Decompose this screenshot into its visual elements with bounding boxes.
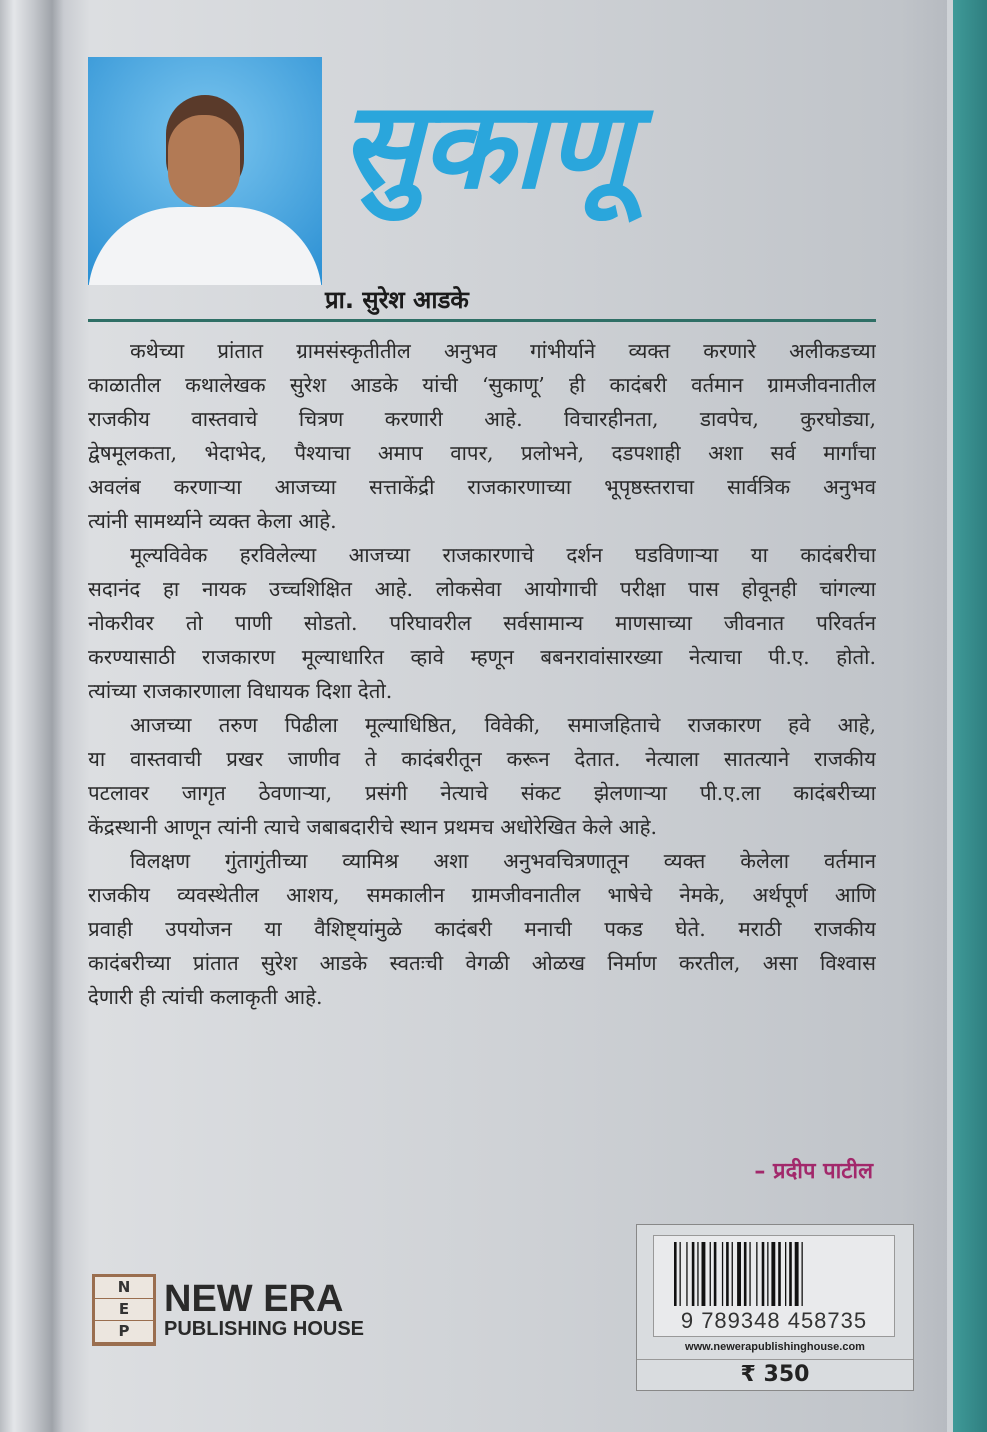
- barcode-bar: [749, 1242, 750, 1306]
- barcode-bar: [710, 1242, 711, 1306]
- publisher-logo: [92, 1274, 364, 1346]
- reviewer-signature: – प्रदीप पाटील: [754, 1159, 873, 1184]
- barcode-bar: [674, 1242, 677, 1306]
- author-name: प्रा. सुरेश आडके: [325, 286, 469, 314]
- blurb-line: काळातील कथालेखक सुरेश आडके यांची ‘सुकाणू’ ही कादंबरी वर्तमान ग्रामजीवनातील: [88, 373, 876, 397]
- barcode-bar: [692, 1242, 695, 1306]
- blurb-line: केंद्रस्थानी आणून त्यांनी त्याचे जबाबदारीचे स्थान प्रथमच अधोरेखित केले आहे.: [88, 815, 658, 839]
- barcode-bar: [771, 1242, 775, 1306]
- barcode-box: [636, 1224, 914, 1391]
- blurb-line: मूल्यविवेक हरविलेल्या आजच्या राजकारणाचे दर्शन घडविणाऱ्या या कादंबरीचा: [130, 543, 876, 567]
- blurb-line: नोकरीवर तो पाणी सोडतो. परिघावरील सर्वसामान्य माणसाच्या जीवनात परिवर्तन: [88, 611, 876, 635]
- barcode-bar: [785, 1242, 786, 1306]
- barcode-bar: [722, 1242, 723, 1306]
- barcode-bar: [732, 1242, 733, 1306]
- cover-edge-highlight: [947, 0, 953, 1432]
- barcode-bar: [726, 1242, 729, 1306]
- blurb-text: [88, 334, 876, 1014]
- price: ₹ 350: [637, 1359, 913, 1390]
- barcode-icon: [674, 1242, 874, 1306]
- book-title: सुकाणू: [340, 75, 632, 216]
- barcode-bar: [762, 1242, 765, 1306]
- barcode-bar: [795, 1242, 799, 1306]
- barcode-bar: [744, 1242, 747, 1306]
- blurb-line: पटलावर जागृत ठेवणाऱ्या, प्रसंगी नेत्याचे संकट झेलणाऱ्या पी.ए.ला कादंबरीच्या: [88, 781, 876, 805]
- blurb-line: राजकीय व्यवस्थेतील आशय, समकालीन ग्रामजीवनातील भाषेचे नेमके, अर्थपूर्ण आणि: [88, 883, 876, 907]
- blurb-line: करण्यासाठी राजकारण मूल्याधारित व्हावे म्हणून बबनरावांसारख्या नेत्याचा पी.ए. होतो.: [88, 645, 876, 669]
- blurb-line: आजच्या तरुण पिढीला मूल्याधिष्ठित, विवेकी, समाजहिताचे राजकारण हवे आहे,: [130, 713, 876, 737]
- blurb-line: त्यांनी सामर्थ्याने व्यक्त केला आहे.: [88, 509, 337, 533]
- divider: [88, 319, 876, 322]
- barcode-bar: [778, 1242, 781, 1306]
- blurb-line: विलक्षण गुंतागुंतीच्या व्यामिश्र अशा अनुभवचित्रणातून व्यक्त केलेला वर्तमान: [130, 849, 876, 873]
- barcode-bar: [697, 1242, 698, 1306]
- barcode-bar: [767, 1242, 768, 1306]
- isbn-number: 9 789348 458735: [680, 1308, 868, 1333]
- publisher-subname: PUBLISHING HOUSE: [164, 1317, 365, 1340]
- nep-logo-icon: [92, 1274, 156, 1346]
- barcode-bar: [802, 1242, 803, 1306]
- blurb-line: सदानंद हा नायक उच्चशिक्षित आहे. लोकसेवा आयोगाची परीक्षा पास होवूनही चांगल्या: [88, 577, 876, 601]
- barcode-bar: [702, 1242, 706, 1306]
- barcode-bar: [737, 1242, 741, 1306]
- blurb-line: देणारी ही त्यांची कलाकृती आहे.: [88, 985, 323, 1009]
- logo-letter: E: [95, 1299, 153, 1321]
- barcode-bar: [789, 1242, 792, 1306]
- logo-letter: P: [95, 1321, 153, 1343]
- blurb-line: कथेच्या प्रांतात ग्रामसंस्कृतीतील अनुभव गांभीर्याने व्यक्त करणारे अलीकडच्या: [130, 339, 876, 363]
- barcode-bar: [680, 1242, 681, 1306]
- author-photo: [88, 57, 322, 285]
- blurb-line: अवलंब करणाऱ्या आजच्या सत्ताकेंद्री राजकारणाच्या भूपृष्ठस्तराचा सार्वत्रिक अनुभव: [88, 475, 876, 499]
- blurb-line: कादंबरीच्या प्रांतात सुरेश आडके स्वतःची वेगळी ओळख निर्माण करतील, असा विश्वास: [88, 951, 876, 975]
- publisher-name: NEW ERA: [164, 1277, 344, 1320]
- cover-edge: [953, 0, 987, 1432]
- logo-letter: N: [95, 1277, 153, 1299]
- barcode-bar: [756, 1242, 757, 1306]
- barcode-bar: [686, 1242, 687, 1306]
- blurb-line: या वास्तवाची प्रखर जाणीव ते कादंबरीतून करून देतात. नेत्याला सातत्याने राजकीय: [88, 747, 876, 771]
- blurb-line: प्रवाही उपयोजन या वैशिष्ट्यांमुळे कादंबरी मनाची पकड घेते. मराठी राजकीय: [88, 917, 876, 941]
- blurb-line: त्यांच्या राजकारणाला विधायक दिशा देतो.: [88, 679, 393, 703]
- barcode-bar: [714, 1242, 717, 1306]
- blurb-line: द्वेषमूलकता, भेदाभेद, पैश्याचा अमाप वापर, प्रलोभने, दडपशाही अशा सर्व मार्गांचा: [88, 441, 876, 465]
- publisher-url: www.newerapublishinghouse.com: [685, 1341, 865, 1353]
- blurb-line: राजकीय वास्तवाचे चित्रण करणारी आहे. विचारहीनता, डावपेच, कुरघोड्या,: [88, 407, 876, 431]
